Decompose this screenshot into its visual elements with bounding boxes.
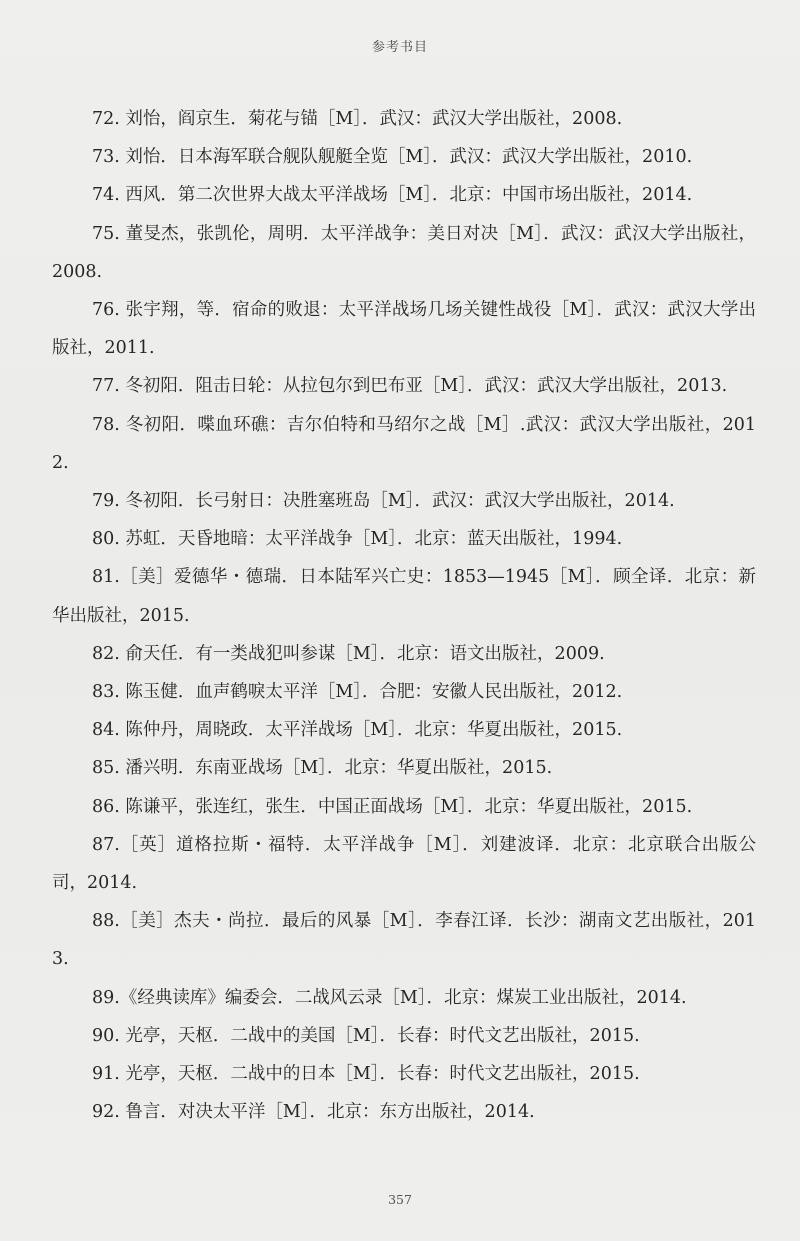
bibliography-entry: 91. 光亭，天枢．二战中的日本［M］．长春：时代文艺出版社，2015. bbox=[92, 1064, 640, 1085]
page-number: 357 bbox=[388, 1192, 412, 1207]
bibliography-entry: 84. 陈仲丹，周晓政．太平洋战场［M］．北京：华夏出版社，2015. bbox=[92, 720, 623, 741]
bibliography-entry: 76. 张宇翔，等．宿命的败退：太平洋战场几场关键性战役［M］．武汉：武汉大学出版社，2011. bbox=[52, 300, 756, 359]
bibliography-entry: 92. 鲁言．对决太平洋［M］．北京：东方出版社，2014. bbox=[92, 1102, 535, 1123]
bibliography-entry: 72. 刘怡，阎京生．菊花与锚［M］．武汉：武汉大学出版社，2008. bbox=[92, 109, 623, 129]
running-header: 参考书目 bbox=[371, 40, 428, 55]
bibliography-entry: 81.［美］爱德华・德瑞．日本陆军兴亡史：1853—1945［M］．顾全译．北京：新华出版社，2015. bbox=[52, 567, 756, 626]
bibliography-entry: 83. 陈玉健．血声鹤唳太平洋［M］．合肥：安徽人民出版社，2012. bbox=[92, 682, 623, 703]
bibliography-entry: 86. 陈谦平，张连红，张生．中国正面战场［M］．北京：华夏出版社，2015. bbox=[92, 796, 693, 817]
bibliography-entry: 80. 苏虹．天昏地暗：太平洋战争［M］．北京：蓝天出版社，1994. bbox=[92, 529, 623, 550]
bibliography-list bbox=[52, 100, 756, 1131]
bibliography-entry: 73. 刘怡．日本海军联合舰队舰艇全览［M］．武汉：武汉大学出版社，2010. bbox=[92, 147, 693, 168]
bibliography-entry: 79. 冬初阳．长弓射日：决胜塞班岛［M］．武汉：武汉大学出版社，2014. bbox=[92, 491, 675, 512]
bibliography-entry: 78. 冬初阳．喋血环礁：吉尔伯特和马绍尔之战［M］.武汉：武汉大学出版社，2012. bbox=[52, 414, 756, 473]
bibliography-entry: 74. 西风．第二次世界大战太平洋战场［M］．北京：中国市场出版社，2014. bbox=[92, 185, 693, 206]
bibliography-entry: 82. 俞天任．有一类战犯叫参谋［M］．北京：语文出版社，2009. bbox=[92, 643, 605, 664]
bibliography-entry: 75. 董旻杰，张凯伦，周明．太平洋战争：美日对决［M］．武汉：武汉大学出版社，2008. bbox=[52, 223, 756, 282]
bibliography-entry: 77. 冬初阳．阻击日轮：从拉包尔到巴布亚［M］．武汉：武汉大学出版社，2013. bbox=[92, 376, 728, 397]
bibliography-entry: 87.［英］道格拉斯・福特．太平洋战争［M］．刘建波译．北京：北京联合出版公司，2014. bbox=[52, 834, 756, 894]
bibliography-entry: 85. 潘兴明．东南亚战场［M］．北京：华夏出版社，2015. bbox=[92, 758, 553, 779]
bibliography-entry: 88.［美］杰夫・尚拉．最后的风暴［M］．李春江译．长沙：湖南文艺出版社，2013. bbox=[52, 911, 756, 970]
bibliography-entry: 90. 光亭，天枢．二战中的美国［M］．长春：时代文艺出版社，2015. bbox=[92, 1025, 640, 1046]
bibliography-entry: 89.《经典读库》编委会．二战风云录［M］．北京：煤炭工业出版社，2014. bbox=[92, 987, 687, 1008]
